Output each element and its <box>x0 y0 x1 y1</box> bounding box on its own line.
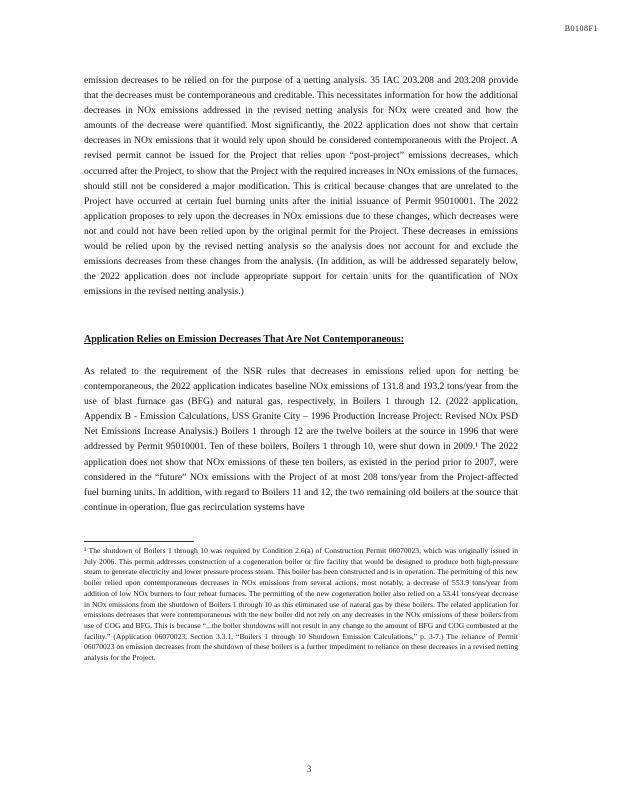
document-id: B0108F1 <box>564 24 598 33</box>
section-heading: Application Relies on Emission Decreases That Are Not Contemporaneous: <box>84 334 404 345</box>
page-number: 3 <box>306 764 312 774</box>
footnote-1: ¹ The shutdown of Boilers 1 through 10 was required by Condition 2.6(a) of Construction Permit 06070023, which was originally issued in July 2006. This permit addresses construction of a cogeneration boiler or fire facility that would be designed to produce both high-pressure steam to generate electricity and lower pressure process steam. This boiler has been constructed and is in operation. The permitting of this new boiler relied upon contemporaneous decreases in NOx emissions from several actions, most notably, a decrease of 553.9 tons/year from addition of low NOx burners to four reheat furnaces. The permitting of the new cogeneration boiler also relied on a 53.41 tons/year decrease in NOx emissions from the shutdown of Boilers 1 through 10 as this eliminated use of natural gas by these boilers. The related application for emissions decreases that were contemporaneous with the new boiler did not rely on any decreases in the NOx emissions of these boilers from use of COG and BFG. This is because “...the boiler shutdowns will not result in any change to the amount of BFG and COG combusted at the facility.” (Application 06070023, Section 3.3.1, “Boilers 1 through 10 Shutdown Emission Calculations,” p. 3-7.) The reliance of Permit 06070023 on emission decreases from the shutdown of these boilers is a further impediment to reliance on these decreases in a revised netting analysis for the Project. <box>84 546 518 663</box>
body-paragraph-1: emission decreases to be relied on for the purpose of a netting analysis. 35 IAC 203.208 and 203.208 provide that the decreases must be contemporaneous and creditable. This necessitates information for how the additional decreases in NOx emissions addressed in the revised netting analysis for NOx were created and how the amounts of the decrease were quantified. Most significantly, the 2022 application does not show that certain decreases in NOx emissions that it would rely upon should be considered contemporaneous with the Project. A revised permit cannot be issued for the Project that relies upon “post-project” emissions decreases, which occurred after the Project, to show that the Project with the required increases in NOx emissions of the furnaces, should still not be considered a major modification. This is critical because changes that are unrelated to the Project have occurred at certain fuel burning units after the initial issuance of Permit 95010001. The 2022 application proposes to rely upon the decreases in NOx emissions due to these changes, which decreases were not and could not have been relied upon by the original permit for the Project. These decreases in emissions would be relied upon by the revised netting analysis so the analysis does not account for and exclude the emissions decreases from these changes from the analysis. (In addition, as will be addressed separately below, the 2022 application does not include appropriate support for certain units for the quantification of NOx emissions in the revised netting analysis.) <box>84 75 518 298</box>
footnote-divider <box>84 541 194 542</box>
body-paragraph-2: As related to the requirement of the NSR rules that decreases in emissions relied upon for netting be contemporaneous, the 2022 application indicates baseline NOx emissions of 131.8 and 193.2 tons/year from the use of blast furnace gas (BFG) and natural gas, respectively, in Boilers 1 through 12. (2022 application, Appendix B - Emission Calculations, USS Granite City – 1996 Production Increase Project: Revised NOx PSD Net Emissions Increase Analysis.) Boilers 1 through 12 are the twelve boilers at the source in 1996 that were addressed by Permit 95010001. Ten of these boilers, Boilers 1 through 10, were shut down in 2009.¹ The 2022 application does not show that NOx emissions of these ten boilers, as existed in the period prior to 2007, were considered in the “future” NOx emissions with the Project of at most 208 tons/year from the Project-affected fuel burning units. In addition, with regard to Boilers 11 and 12, the two remaining old boilers at the source that continue in operation, flue gas recirculation systems have <box>84 366 518 513</box>
